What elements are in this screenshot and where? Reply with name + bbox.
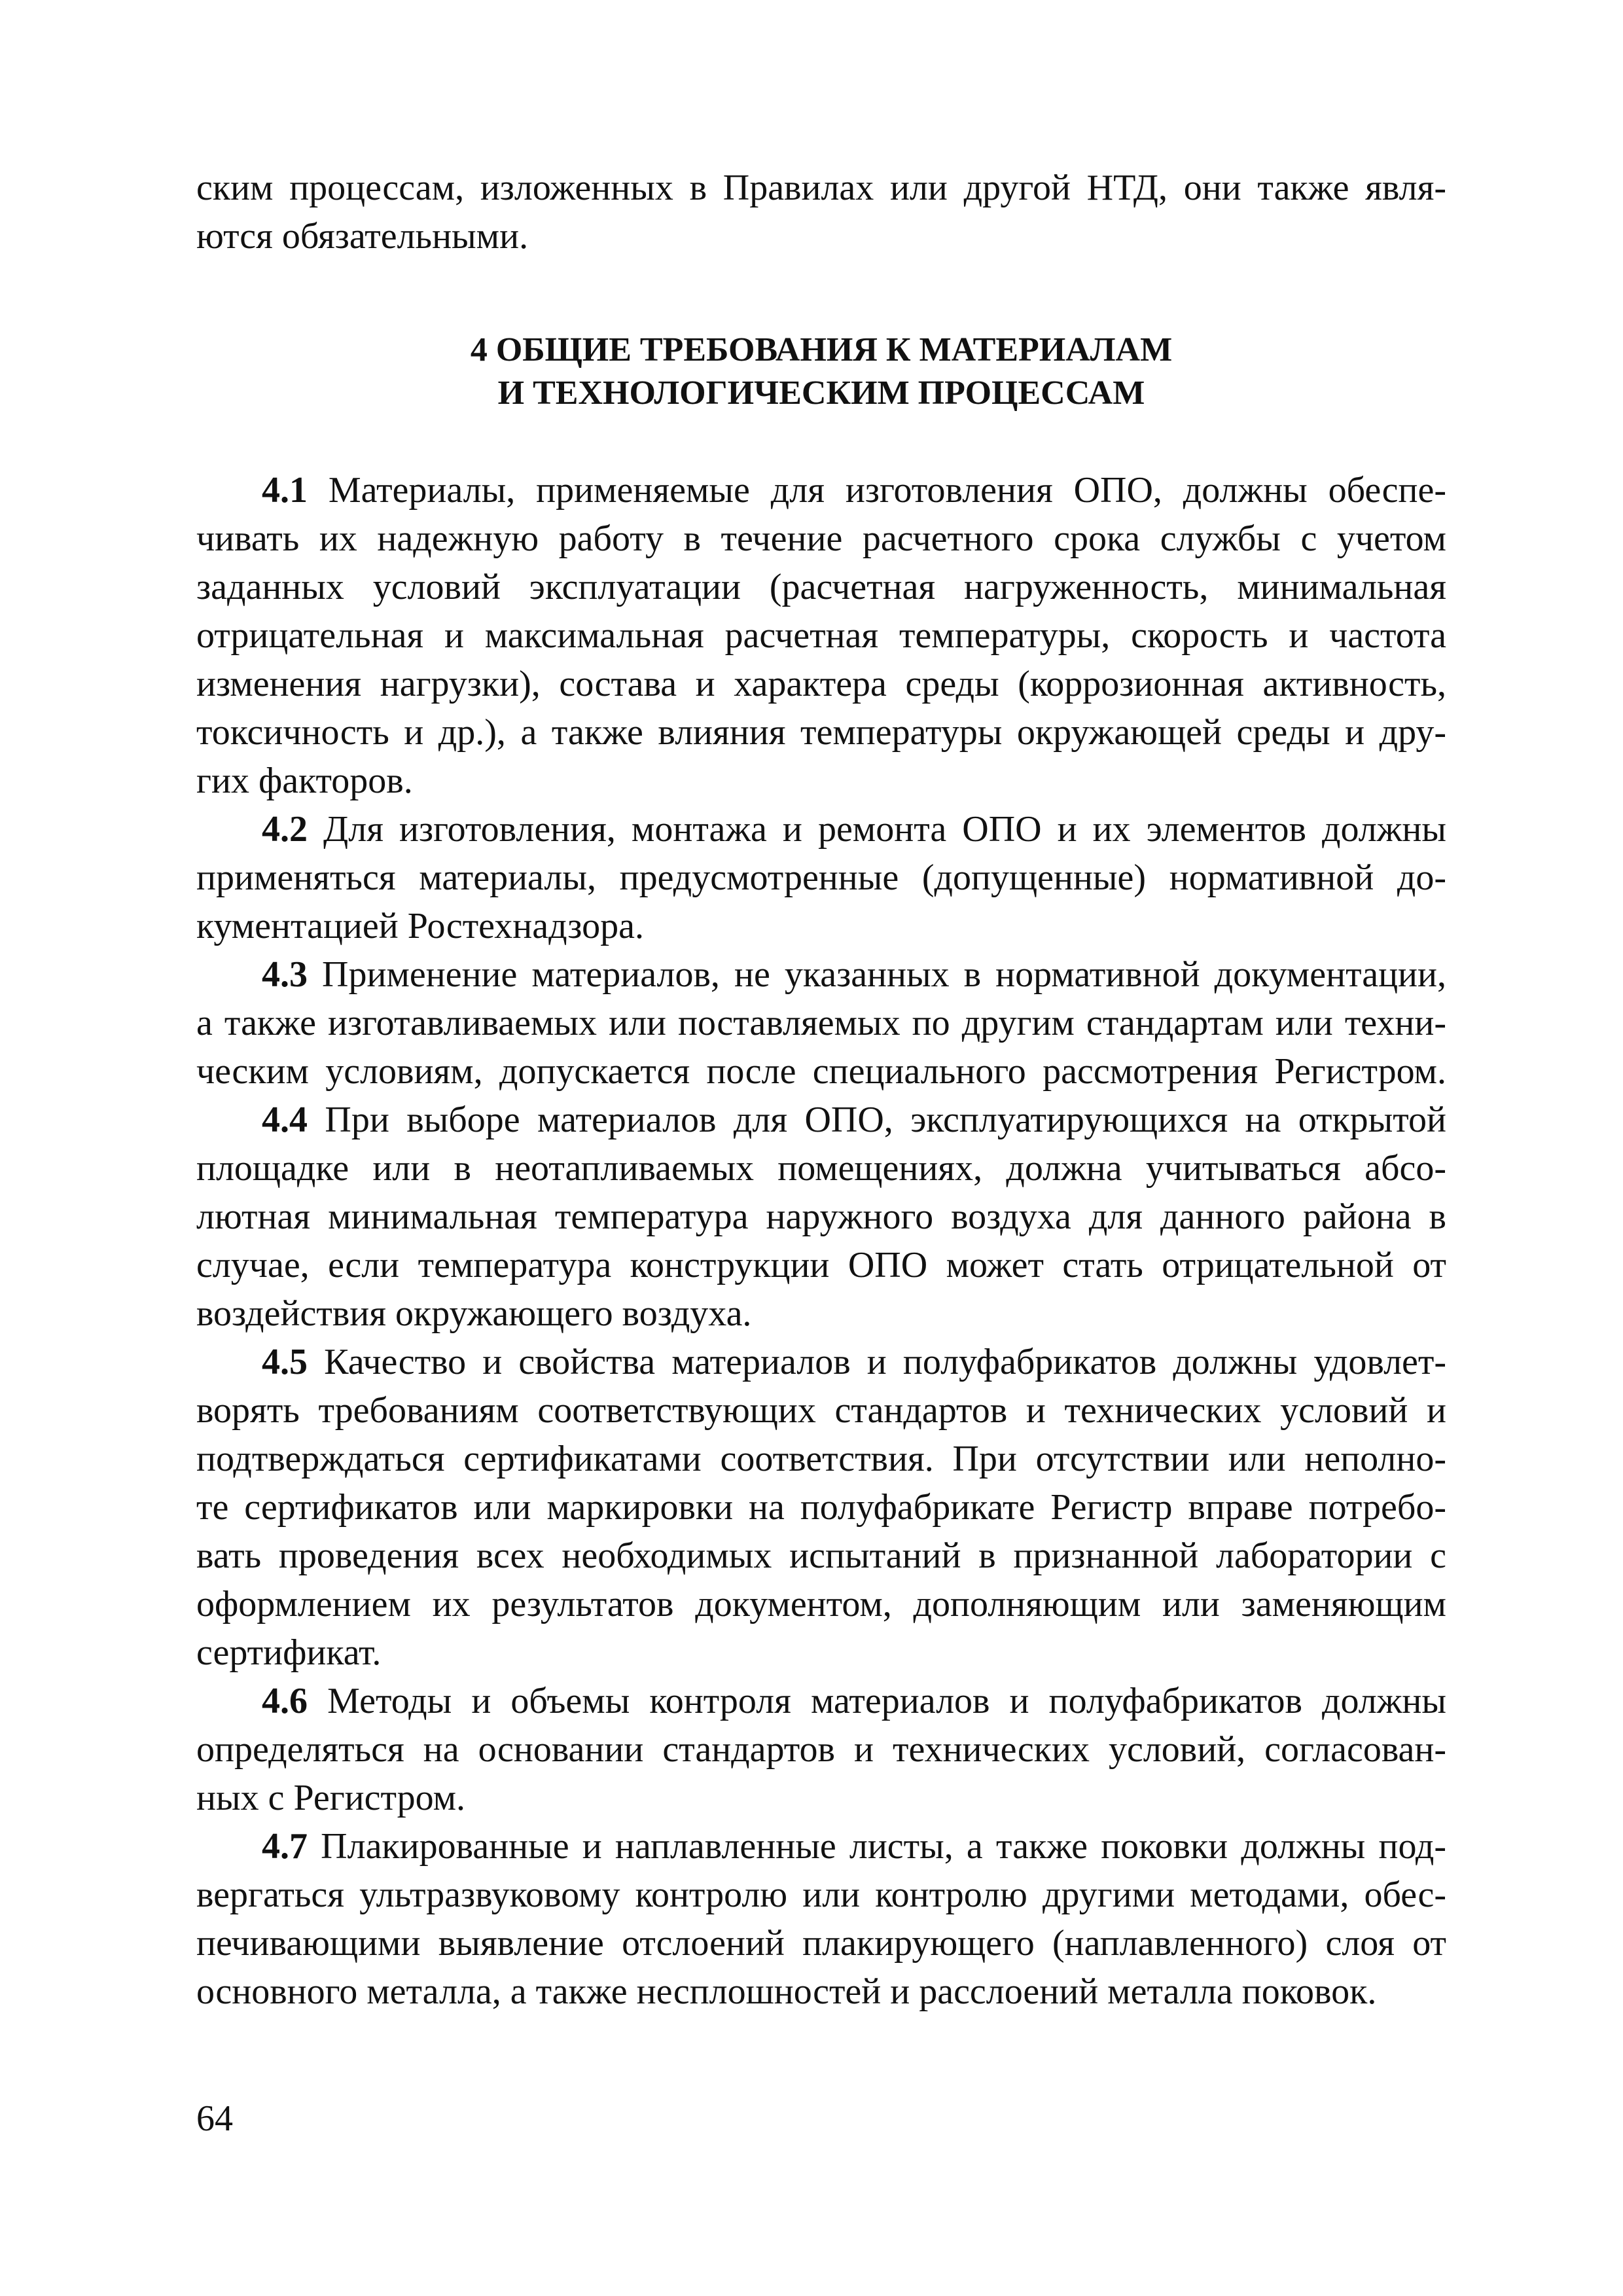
clause-line: токсичность и др.), а также влияния температуры окружающей среды и дру-: [196, 712, 1446, 753]
clause-number: 4.5: [262, 1342, 308, 1382]
clause-line: основного металла, а также несплошностей и расслоений металла поковок.: [196, 1971, 1377, 2012]
clause-line: печивающими выявление отслоений плакирующего (наплавленного) слоя от: [196, 1923, 1446, 1964]
clause-4-3: [196, 950, 1446, 1096]
clause-line: а также изготавливаемых или поставляемых по другим стандартам или техни-: [196, 1003, 1446, 1043]
clause-line: воздействия окружающего воздуха.: [196, 1293, 752, 1334]
heading-line-2: И ТЕХНОЛОГИЧЕСКИМ ПРОЦЕССАМ: [497, 374, 1145, 412]
clause-text: При выборе материалов для ОПО, эксплуатирующихся на открытой: [308, 1100, 1446, 1140]
clause-number: 4.2: [262, 809, 308, 850]
clause-text: Методы и объемы контроля материалов и полуфабрикатов должны: [308, 1681, 1446, 1721]
clause-line: те сертификатов или маркировки на полуфабрикате Регистр вправе потребо-: [196, 1487, 1446, 1528]
intro-line-2: ются обязательными.: [196, 216, 529, 257]
document-page: [196, 164, 1446, 2016]
clause-line: изменения нагрузки), состава и характера среды (коррозионная активность,: [196, 664, 1446, 704]
clause-number: 4.1: [262, 470, 308, 511]
clause-4-7: [196, 1822, 1446, 2016]
clause-first-line: [196, 1096, 1446, 1144]
intro-line-1: ским процессам, изложенных в Правилах или другой НТД, они также явля-: [196, 168, 1446, 208]
clause-line: вергаться ультразвуковому контролю или контролю другими методами, обес-: [196, 1874, 1446, 1915]
clause-line: гих факторов.: [196, 761, 413, 801]
clause-first-line: [196, 1677, 1446, 1725]
clause-line: заданных условий эксплуатации (расчетная нагруженность, минимальная: [196, 567, 1446, 607]
section-heading: [196, 329, 1446, 415]
clause-line: ческим условиям, допускается после специального рассмотрения Регистром.: [196, 1051, 1446, 1092]
clause-line: кументацией Ростехнадзора.: [196, 906, 644, 946]
clause-line: ворять требованиям соответствующих стандартов и технических условий и: [196, 1390, 1446, 1431]
clause-line: сертификат.: [196, 1632, 382, 1673]
clause-text: Качество и свойства материалов и полуфабрикатов должны удовлет-: [308, 1342, 1446, 1382]
clause-text: Материалы, применяемые для изготовления ОПО, должны обеспе-: [308, 470, 1446, 511]
clause-line: определяться на основании стандартов и технических условий, согласован-: [196, 1729, 1446, 1770]
clause-line: вать проведения всех необходимых испытаний в признанной лаборатории с: [196, 1535, 1446, 1576]
clause-line: площадке или в неотапливаемых помещениях, должна учитываться абсо-: [196, 1148, 1446, 1189]
page-number: 64: [196, 2098, 233, 2139]
heading-line-1: 4 ОБЩИЕ ТРЕБОВАНИЯ К МАТЕРИАЛАМ: [470, 331, 1173, 368]
clause-first-line: [196, 805, 1446, 853]
clause-line: чивать их надежную работу в течение расчетного срока службы с учетом: [196, 518, 1446, 559]
clause-first-line: [196, 466, 1446, 514]
clause-line: применяться материалы, предусмотренные (допущенные) нормативной до-: [196, 857, 1446, 898]
clause-number: 4.3: [262, 954, 308, 995]
clause-line: отрицательная и максимальная расчетная температуры, скорость и частота: [196, 615, 1446, 656]
clause-first-line: [196, 950, 1446, 999]
clause-number: 4.6: [262, 1681, 308, 1721]
clause-number: 4.7: [262, 1826, 308, 1867]
clause-4-4: [196, 1096, 1446, 1338]
clause-text: Применение материалов, не указанных в нормативной документации,: [308, 954, 1446, 995]
clause-line: подтверждаться сертификатами соответствия. При отсутствии или неполно-: [196, 1439, 1446, 1479]
clause-text: Для изготовления, монтажа и ремонта ОПО и их элементов должны: [308, 809, 1446, 850]
clause-line: ных с Регистром.: [196, 1778, 466, 1818]
clause-line: случае, если температура конструкции ОПО может стать отрицательной от: [196, 1245, 1446, 1285]
clause-line: оформлением их результатов документом, дополняющим или заменяющим: [196, 1584, 1446, 1624]
clause-line: лютная минимальная температура наружного воздуха для данного района в: [196, 1196, 1446, 1237]
clause-text: Плакированные и наплавленные листы, а также поковки должны под-: [308, 1826, 1446, 1867]
clause-4-6: [196, 1677, 1446, 1822]
clause-4-1: [196, 466, 1446, 805]
clause-4-2: [196, 805, 1446, 950]
clause-first-line: [196, 1822, 1446, 1871]
clause-4-5: [196, 1338, 1446, 1677]
clause-number: 4.4: [262, 1100, 308, 1140]
clause-first-line: [196, 1338, 1446, 1386]
intro-paragraph: [196, 164, 1446, 260]
